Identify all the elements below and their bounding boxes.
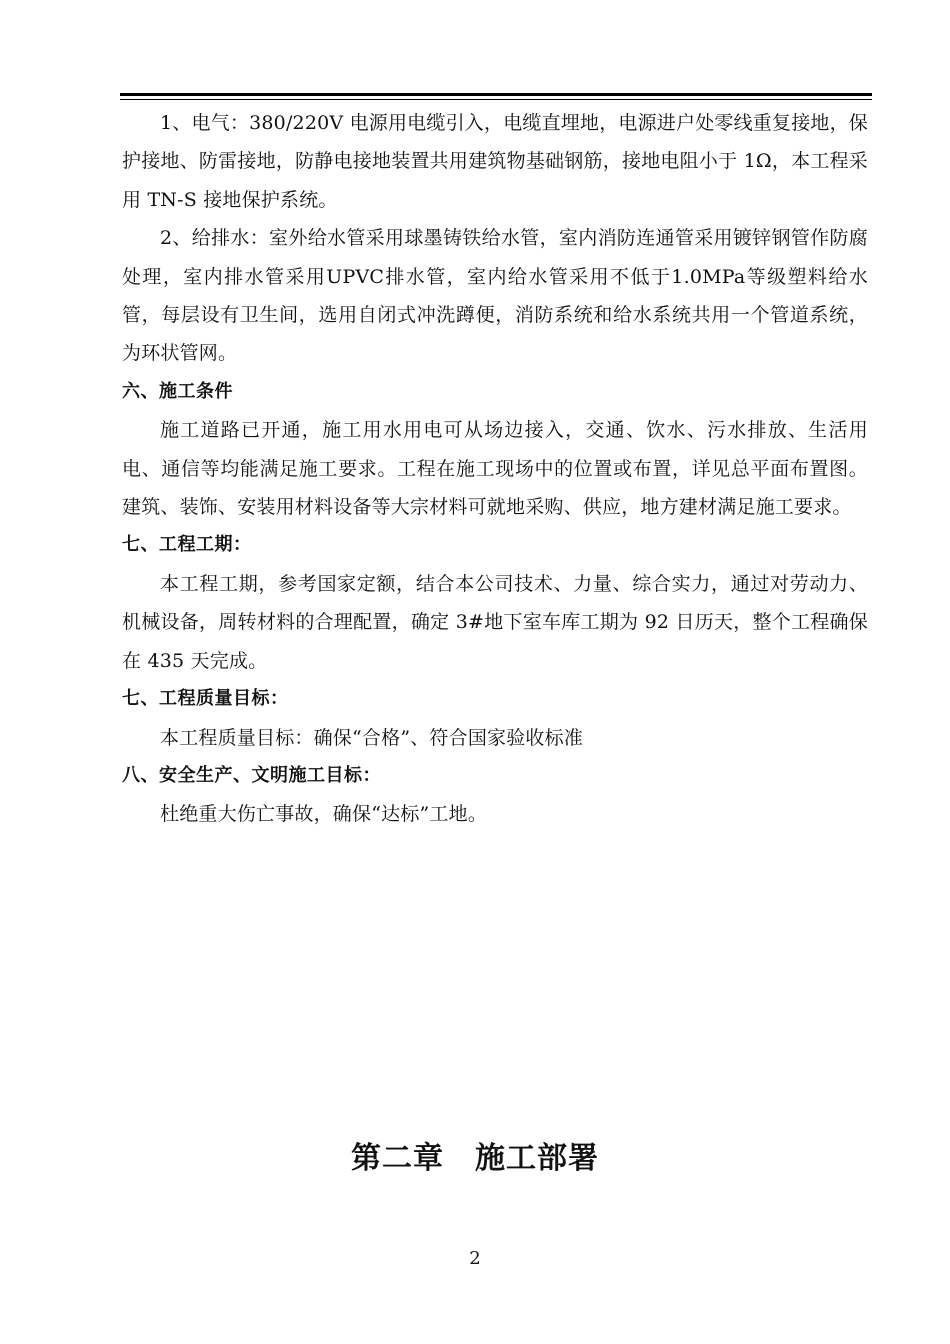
- section-heading-schedule: 七、工程工期：: [122, 534, 252, 556]
- page-body: [122, 104, 868, 834]
- section-heading-safety-target: 八、安全生产、文明施工目标：: [122, 764, 381, 786]
- page-number: 2: [469, 1248, 481, 1269]
- section-heading-quality-target: 七、工程质量目标：: [122, 688, 289, 710]
- section-body-construction-conditions: 施工道路已开通，施工用水用电可从场边接入，交通、饮水、污水排放、生活用电、通信等均能满足施工要求。工程在施工现场中的位置或布置，详见总平面布置图。建筑、装饰、安装用材料设备等大宗材料可就地采购、供应，地方建材满足施工要求。: [122, 419, 868, 519]
- header-rule-thick: [120, 93, 872, 96]
- section-body-safety-target: 杜绝重大伤亡事故，确保“达标”工地。: [160, 803, 488, 826]
- section-body-schedule: 本工程工期，参考国家定额，结合本公司技术、力量、综合实力，通过对劳动力、机械设备，周转材料的合理配置，确定 3#地下室车库工期为 92 日历天，整个工程确保在 435 天完成。: [122, 572, 868, 672]
- chapter-title: 第二章 施工部署: [351, 1141, 599, 1176]
- paragraph-electrical: 1、电气：380/220V 电源用电缆引入，电缆直埋地，电源进户处零线重复接地，保护接地、防雷接地，防静电接地装置共用建筑物基础钢筋，接地电阻小于 1Ω，本工程采用 TN-S 接地保护系统。: [122, 112, 868, 211]
- header-rule-thin: [120, 99, 872, 100]
- section-heading-construction-conditions: 六、施工条件: [122, 380, 233, 402]
- paragraph-plumbing: 2、给排水：室外给水管采用球墨铸铁给水管，室内消防连通管采用镀锌钢管作防腐处理，室内排水管采用UPVC排水管，室内给水管采用不低于1.0MPa等级塑料给水管，每层设有卫生间，选用自闭式冲洗蹲便，消防系统和给水系统共用一个管道系统，为环状管网。: [122, 227, 868, 365]
- section-body-quality-target: 本工程质量目标：确保“合格”、符合国家验收标准: [160, 726, 584, 749]
